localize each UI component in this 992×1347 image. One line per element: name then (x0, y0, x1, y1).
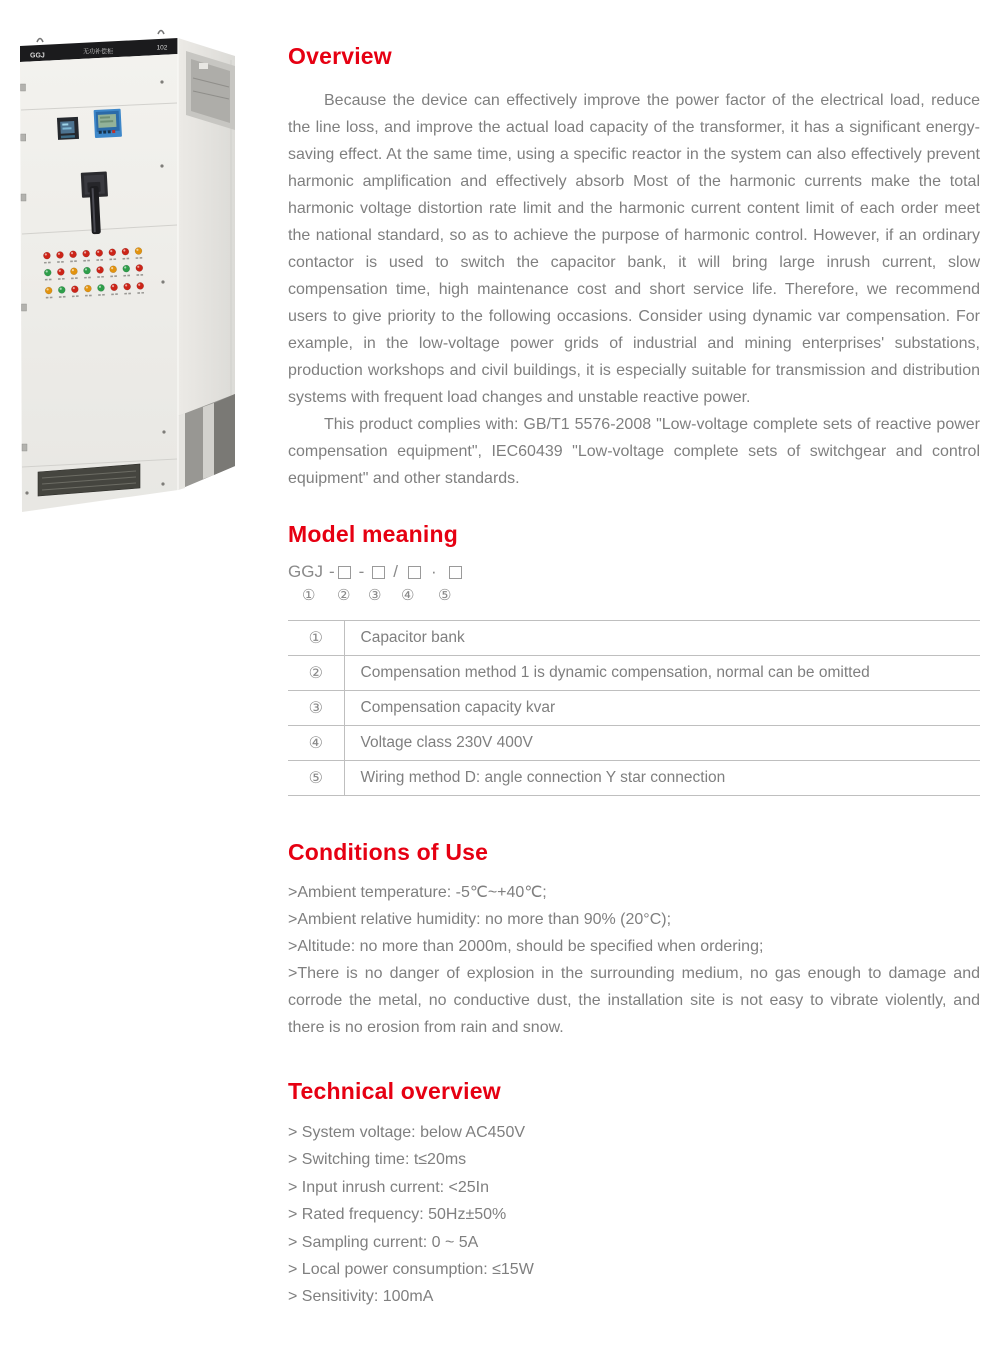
model-placeholder-box (408, 566, 421, 579)
table-cell-description: Compensation capacity kvar (344, 691, 980, 726)
side-bottom-frame-edge (178, 413, 185, 490)
light-label-mark (72, 295, 75, 297)
indicator-light (109, 249, 116, 256)
table-row (288, 726, 980, 761)
light-label-mark (115, 293, 118, 295)
light-label-mark (109, 259, 112, 261)
position-label-2: ② (337, 587, 351, 604)
model-placeholder-box (449, 566, 462, 579)
light-label-mark (87, 260, 90, 262)
light-label-mark (49, 279, 52, 281)
light-label-mark (123, 258, 126, 260)
list-item: >Ambient relative humidity: no more than 90% (20°C); (288, 911, 672, 928)
indicator-light (44, 269, 51, 276)
light-label-mark (136, 257, 139, 259)
list-item: > Switching time: t≤20ms (288, 1151, 467, 1169)
indicator-light (71, 286, 78, 293)
light-label-mark (74, 260, 77, 262)
list-item: > System voltage: below AC450V (288, 1124, 526, 1141)
section-heading-model-meaning: Model meaning (288, 521, 459, 547)
table-cell-number: ③ (288, 691, 344, 726)
table-row (288, 761, 980, 796)
table-cell-number: ① (288, 621, 344, 656)
indicator-light (82, 250, 89, 257)
table-cell-number: ⑤ (288, 761, 344, 796)
light-label-mark (48, 262, 51, 264)
position-label-4: ④ (401, 587, 415, 604)
power-meter (57, 117, 79, 140)
list-item: >There is no danger of explosion in the surrounding medium, no gas enough to damage and corrode the metal, no conductive dust, the installation site is not easy to vibrate violently, and there is no erosion from rain and snow. (288, 965, 980, 1036)
indicator-light (96, 266, 103, 273)
overview-paragraph-2: This product complies with: GB/T1 5576-2008 "Low-voltage complete sets of reactive power compensation equipment", IEC60439 "Low-voltage complete sets of switchgear and control equipment" and other standards. (288, 416, 980, 487)
light-label-mark (96, 259, 99, 261)
indicator-light (123, 265, 130, 272)
light-label-mark (70, 261, 73, 263)
table-row (288, 656, 980, 691)
lifting-hook-icon (158, 31, 164, 35)
light-label-mark (57, 261, 60, 263)
light-label-mark (111, 293, 114, 295)
controller-button (112, 130, 115, 133)
light-label-mark (127, 275, 130, 277)
light-label-mark (75, 277, 78, 279)
indicator-light (110, 266, 117, 273)
light-label-mark (85, 295, 88, 297)
table-cell-number: ② (288, 656, 344, 691)
light-label-mark (123, 275, 126, 277)
light-label-mark (100, 259, 103, 261)
list-item: > Local power consumption: ≤15W (288, 1261, 534, 1279)
technical-list (288, 1119, 980, 1311)
light-label-mark (97, 276, 100, 278)
position-label-3: ③ (368, 587, 382, 604)
indicator-light (122, 248, 129, 255)
indicator-light (45, 287, 52, 294)
lifting-hook-icon (37, 39, 43, 43)
light-label-mark (124, 293, 127, 295)
indicator-light (96, 249, 103, 256)
list-item: > Input inrush current: <25In (288, 1178, 490, 1196)
side-frame-detail (199, 63, 208, 69)
indicator-light (83, 267, 90, 274)
overview-paragraph-1: Because the device can effectively improve the power factor of the electrical load, reduce the line loss, and improve the actual load capacity of the transformer, it has a significant energy-saving effect. At the same time, using a specific reactor in the system can also effectively prevent harmonic amplification and effectively absorb Most of the harmonic currents make the total harmonic voltage distortion rate limit and the harmonic current content limit of each order meet the national standard, so as to achieve the purpose of harmonic control. However, if an ordinary contactor is used to switch the capacitor bank, it will bring large inrush current, slow compensation time, high maintenance cost and short service life. Therefore, we recommend users to give priority to the following occasions. Consider using dynamic var compensation. For example, in the low-voltage power grids of industrial and mining enterprises' substations, production workshops and civil buildings, it is especially suitable for transmission and distribution systems with frequent load changes and unstable reactive power. (288, 92, 980, 406)
indicator-light (136, 264, 143, 271)
list-item: > Sensitivity: 100mA (288, 1288, 434, 1306)
indicator-light (57, 268, 64, 275)
list-item: > Sampling current: 0 ~ 5A (288, 1233, 479, 1251)
model-separator: - (328, 562, 335, 581)
light-label-mark (127, 258, 130, 260)
model-prefix: GGJ (288, 562, 323, 581)
section-heading-conditions: Conditions of Use (288, 839, 489, 865)
position-label-1: ① (302, 587, 316, 604)
light-label-mark (76, 295, 79, 297)
light-label-mark (62, 278, 65, 280)
model-meaning-table (288, 620, 980, 796)
indicator-light (58, 286, 65, 293)
model-position-labels (288, 586, 980, 608)
product-photo-cabinet (10, 26, 250, 526)
controller-button (99, 131, 102, 134)
light-label-mark (128, 293, 131, 295)
light-label-mark (140, 257, 143, 259)
table-cell-description: Compensation method 1 is dynamic compensation, normal can be omitted (344, 656, 980, 691)
indicator-light (84, 285, 91, 292)
list-item: >Altitude: no more than 2000m, should be specified when ordering; (288, 938, 764, 955)
light-label-mark (101, 276, 104, 278)
controller-button (103, 130, 106, 133)
light-label-mark (141, 292, 144, 294)
indicator-light (69, 251, 76, 258)
nameplate-center-label: 无功补偿柜 (82, 48, 114, 56)
indicator-light (123, 283, 130, 290)
table-cell-description: Wiring method D: angle connection Y star connection (344, 761, 980, 796)
light-label-mark (102, 294, 105, 296)
indicator-light (137, 282, 144, 289)
light-label-mark (71, 277, 74, 279)
light-label-mark (89, 295, 92, 297)
position-label-5: ⑤ (438, 587, 452, 604)
model-code-line (288, 562, 980, 582)
light-label-mark (114, 275, 117, 277)
model-separator: - (358, 562, 365, 581)
indicator-light (70, 268, 77, 275)
list-item: > Rated frequency: 50Hz±50% (288, 1206, 507, 1224)
nameplate-number-label: 102 (156, 44, 168, 52)
model-code-diagram (288, 562, 980, 608)
table-cell-description: Voltage class 230V 400V (344, 726, 980, 761)
content-column (288, 44, 980, 1311)
light-label-mark (59, 296, 62, 298)
light-label-mark (136, 274, 139, 276)
light-label-mark (88, 277, 91, 279)
cabinet-illustration (10, 26, 250, 526)
light-label-mark (44, 262, 47, 264)
table-row (288, 621, 980, 656)
model-separator: / (393, 562, 399, 581)
light-label-mark (83, 260, 86, 262)
table-cell-description: Capacitor bank (344, 621, 980, 656)
light-label-mark (84, 277, 87, 279)
indicator-light (135, 247, 142, 254)
nameplate-brand-label: GGJ (30, 52, 45, 60)
side-bottom-shadow (214, 394, 235, 475)
model-placeholder-box (338, 566, 351, 579)
light-label-mark (58, 278, 61, 280)
light-label-mark (113, 258, 116, 260)
light-label-mark (46, 297, 49, 299)
indicator-light (97, 284, 104, 291)
section-heading-overview: Overview (288, 43, 392, 69)
table-cell-number: ④ (288, 726, 344, 761)
indicator-light (56, 251, 63, 258)
side-bottom-strut (203, 403, 214, 479)
light-label-mark (98, 294, 101, 296)
indicator-light (43, 252, 50, 259)
model-separator: · (431, 562, 437, 581)
light-label-mark (63, 296, 66, 298)
section-heading-technical: Technical overview (288, 1078, 501, 1104)
controller-button (108, 130, 111, 133)
controller-meter (94, 109, 122, 138)
light-label-mark (50, 297, 53, 299)
light-label-mark (45, 279, 48, 281)
conditions-list (288, 879, 980, 1041)
model-placeholder-box (372, 566, 385, 579)
light-label-mark (110, 275, 113, 277)
table-row (288, 691, 980, 726)
light-label-mark (61, 261, 64, 263)
indicator-light (110, 284, 117, 291)
list-item: >Ambient temperature: -5℃~+40℃; (288, 884, 547, 901)
light-label-mark (137, 292, 140, 294)
light-label-mark (140, 274, 143, 276)
